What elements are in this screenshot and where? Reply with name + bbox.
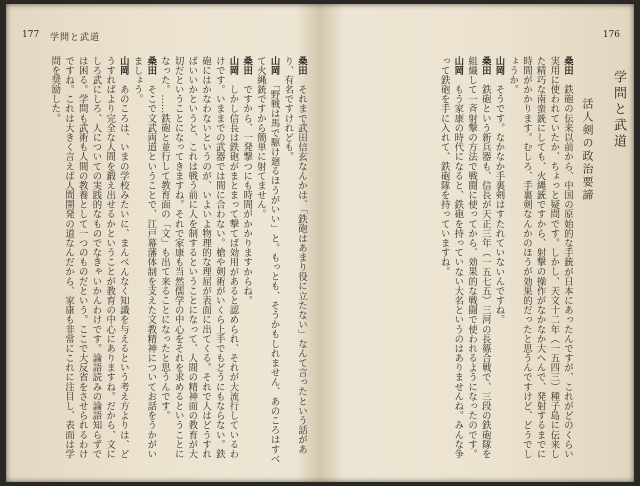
- dialogue-paragraph: [130, 56, 157, 464]
- dialogue-text: 「野戦は馬で駆け廻るほうがいい」と。もっとも、そうかもしれません、あのころはすべて火縄銃ですから簡単に射てません。: [254, 56, 280, 464]
- right-page-headings: [578, 54, 628, 374]
- speaker-label: 桑田: [296, 56, 307, 76]
- speaker-label: 山岡: [493, 56, 505, 76]
- dialogue-paragraph: [281, 56, 308, 464]
- dialogue-text: あのころは、いまの学校みたいに、まんべんなく知識を与えるという考え方よりは、どうすればより完全な人間を鍛え出せるかということが教育の中心にありますね。だから、文にしろ武にしろ、人についての実践的なものでなきゃいかんわけです。論語読みの論語知らずでは困る。学問も武術も人間の教養として一つのものだという。ここで大反省をさせられるわけですね。これは大きく言えば人間開発の道なんだから、家康も非常にこれに注目し、表面は学問を奨励した。: [49, 56, 129, 459]
- speaker-label: 山岡: [117, 56, 129, 76]
- left-page-body: [24, 56, 308, 464]
- dialogue-text: 鉄砲の伝来以前から、中国の原始的な手銃が日本にあったんですが、これがどのくらい実用に使われていたか、ちょっと疑問です。しかし、天文十二年（一五四三）種子島に伝来した精巧な南蛮銃にしても、火縄銃ですから、射撃の操作がなかなか大へんで、発射するまでに時間がかかります。むしろ、手裏剣なんかのほうが効果的だったと思うんですけど、どうでしょうか。: [507, 56, 573, 459]
- speaker-label: 山岡: [452, 56, 464, 76]
- dialogue-text: 鉄砲という新兵器も、信長が天正三年（一五七五）三河の長篠合戦で、三段の鉄砲隊を組織して一斉射撃の方法で戦闘に使ってから、効果的な戦闘で使われるようになったのです。: [466, 56, 491, 459]
- right-page: [326, 4, 634, 482]
- right-page-body: [334, 56, 574, 464]
- dialogue-text: もう家康の時代になると、鉄砲を持っていない大名というのはありませんね。みんな争って鉄砲を手に入れて、鉄砲隊を持っていますね。: [438, 56, 464, 459]
- left-page-number: 177: [22, 30, 40, 40]
- speaker-label: 桑田: [145, 56, 157, 76]
- section-title: 活人剣の政治要諦: [581, 98, 594, 202]
- dialogue-text: そうです。なかなか手裏剣はすたれていないんですね。: [493, 84, 505, 325]
- dialogue-text: それまで武田信玄なんかは、「鉄砲はあまり役に立たない」なんて言ったという話があり、有名ですけれども。: [282, 56, 307, 455]
- right-page-number: 176: [602, 30, 620, 40]
- dialogue-text: しかし信長は鉄砲がまとまって撃てば効用があると認められ、それが大流行しているわけです。いままでの武器では間に合わない。槍や剣術がいくら上手でもどうにもならない。鉄砲にはかなわないというのが、いよいよ物理的な理屈が表面に出てくる。それで人はどうすればいいかというと、これは戦う前に人を制するということになって、人間の精神面の教育が大切だということになってきますね。それで家康も当然儒学の中心をそれを求めるということになった。……鉄砲と並行して教育面の「文」も出て来ることになったと思うんです。: [158, 56, 239, 459]
- running-head: 学問と武道: [50, 33, 101, 43]
- speaker-label: 桑田: [479, 56, 491, 76]
- dialogue-paragraph: [505, 56, 574, 464]
- book-spread: [6, 4, 634, 482]
- dialogue-paragraph: [464, 56, 491, 464]
- dialogue-text: ですから、一発撃つにも時間がかかりますからね。: [241, 84, 253, 306]
- speaker-label: 山岡: [268, 56, 280, 76]
- dialogue-paragraph: [492, 56, 506, 464]
- speaker-label: 桑田: [562, 56, 573, 76]
- speaker-label: 桑田: [241, 56, 253, 76]
- dialogue-paragraph: [437, 56, 464, 464]
- dialogue-text: そこで文武両道ということで、江戸幕藩体制を支えた文教精神についてお話をうかがいましょう。: [131, 56, 157, 459]
- chapter-title: 学問と武道: [611, 70, 626, 150]
- left-page: [6, 4, 314, 482]
- dialogue-paragraph: [239, 56, 253, 464]
- dialogue-paragraph: [48, 56, 130, 464]
- dialogue-paragraph: [157, 56, 239, 464]
- dialogue-paragraph: [253, 56, 280, 464]
- speaker-label: 山岡: [227, 56, 239, 76]
